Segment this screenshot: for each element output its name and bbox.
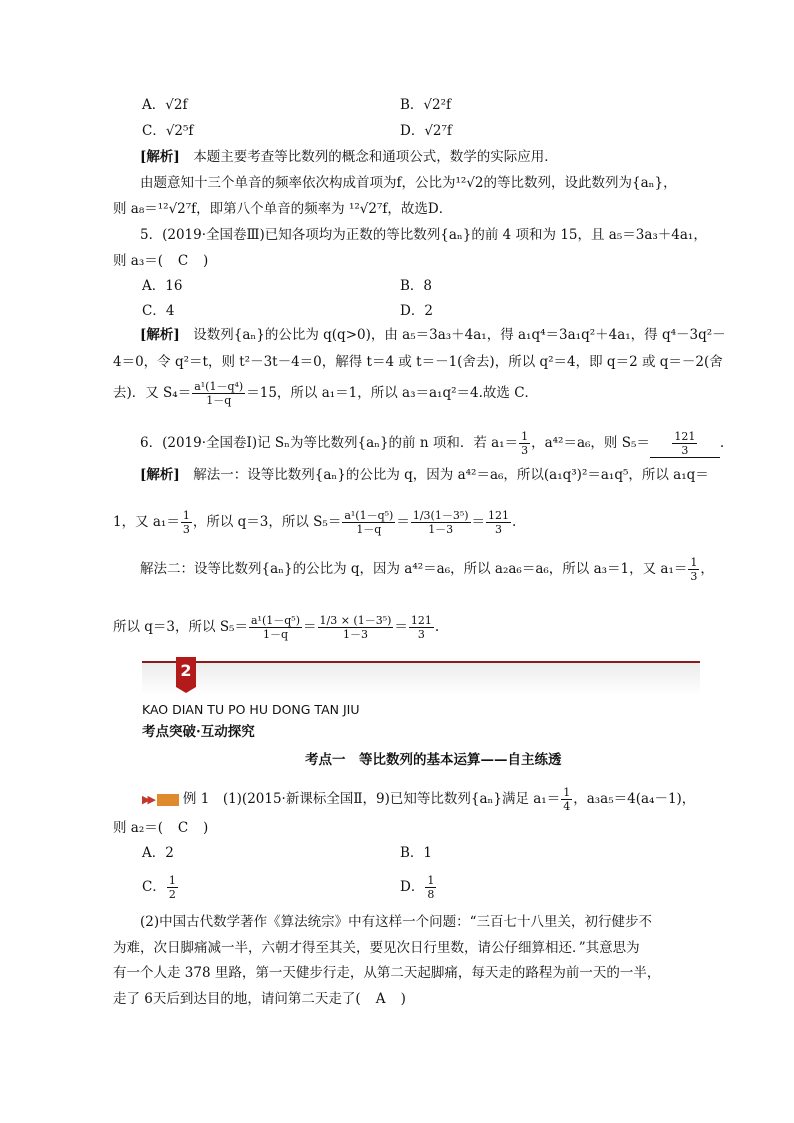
- fraction: [425, 874, 436, 901]
- text: ，所以 q＝3，所以 S₅＝: [192, 514, 342, 530]
- text: .: [719, 435, 725, 451]
- text: ＝15，所以 a₁＝1，所以 a₃＝a₁q²＝4.故选 C．: [246, 385, 539, 401]
- denominator: 3: [417, 628, 425, 641]
- text: C．: [142, 879, 166, 895]
- q5-stem-l2: [113, 251, 208, 271]
- denominator: 3: [182, 523, 190, 536]
- fraction: [192, 380, 245, 407]
- fraction: [342, 509, 395, 536]
- text: 6．(2019·全国卷Ⅰ)记 Sₙ为等比数列{aₙ}的前 n 项和．若 a₁＝: [140, 435, 519, 451]
- text: 则 a₂＝(: [113, 820, 164, 836]
- denominator: 1－3: [342, 628, 368, 641]
- numerator: 121: [410, 614, 432, 627]
- fraction: [409, 614, 434, 641]
- answer: A: [375, 991, 386, 1007]
- denominator: 3: [495, 523, 503, 536]
- fraction: [486, 509, 511, 536]
- ex1-p2-l3: 有一个人走 378 里路，第一天健步行走，从第二天起脚痛，每天走的路程为前一天的一半，: [113, 965, 661, 981]
- q5-option-d: D．2: [400, 303, 433, 319]
- ex1-option-b: B．1: [400, 845, 433, 861]
- stem-close: ): [203, 253, 209, 269]
- option-b: B．√2²f: [400, 97, 452, 113]
- equals: ＝: [396, 514, 410, 530]
- fraction: [688, 556, 699, 583]
- stem-text: 则 a₃＝(: [113, 253, 164, 269]
- denominator: 4: [563, 800, 571, 813]
- option-d: D．√2⁷f: [400, 123, 452, 139]
- numerator: 1/3 × (1－3⁵): [319, 614, 392, 627]
- denominator: 3: [521, 444, 529, 457]
- numerator: 1/3(1－3⁵): [412, 509, 469, 522]
- text: D．: [400, 879, 425, 895]
- text: ): [203, 820, 209, 836]
- analysis-q6-m1-l1: [140, 465, 709, 485]
- analysis-tag: [解析]: [140, 467, 180, 483]
- analysis-tag: [解析]: [140, 327, 180, 343]
- denominator: 3: [690, 570, 698, 583]
- section-pinyin: KAO DIAN TU PO HU DONG TAN JIU: [142, 702, 360, 717]
- text: ，a₃a₅＝4(a₄－1)，: [573, 791, 696, 807]
- option-c: C．√2⁵f: [142, 123, 194, 139]
- text: ，a⁴²＝a₆，则 S₅＝: [531, 435, 650, 451]
- fraction: [181, 509, 192, 536]
- text: ): [400, 991, 406, 1007]
- fraction: [561, 786, 572, 813]
- numerator: a¹(1－q⁴): [194, 380, 244, 393]
- ex1-p2-l2: 为难，次日脚痛减一半，六朝才得至其关，要见次日行里数，请公仔细算相还．”其意思为: [113, 940, 640, 956]
- arrow-icon: ▶▶: [142, 793, 153, 806]
- section-band: [142, 663, 700, 695]
- example-label: 例 1: [182, 791, 210, 807]
- answer: C: [177, 820, 189, 836]
- denominator: 8: [427, 888, 435, 901]
- denominator: 1－3: [428, 523, 454, 536]
- analysis-q6-m1-l2: 1，又 a₁＝ $\frac{1}{3}$ ，所以 q＝3，所以 S₅＝ $\frac{\text{a¹(1－q⁵)}}{1-q}$ ＝ $\frac{\text{1/3(1－3⁵)}}{1-3}$ ＝ $\frac{121}{3}$ .: [113, 509, 517, 536]
- section-badge: 2: [176, 657, 196, 687]
- fraction: [411, 509, 471, 536]
- numerator: 1: [521, 430, 529, 443]
- text: 1，又 a₁＝: [113, 514, 180, 530]
- text: 去)．又 S₄＝: [113, 385, 192, 401]
- numerator: 121: [488, 509, 510, 522]
- answer-blank: [650, 430, 720, 458]
- analysis-text: 本题主要考查等比数列的概念和通项公式，数学的实际应用．: [193, 149, 558, 165]
- ex1-p2-l4: [113, 989, 406, 1009]
- ex1-option-c: [142, 872, 179, 902]
- numerator: a¹(1－q⁵): [344, 509, 394, 522]
- analysis-q6-m2-l1: 解法二：设等比数列{aₙ}的公比为 q，因为 a⁴²＝a₆，所以 a₂a₆＝a₆，所以 a₃＝1，又 a₁＝ $\frac{1}{3}$ ，: [140, 556, 714, 583]
- analysis-q5-l3: [113, 380, 538, 407]
- numerator: 1: [168, 874, 176, 887]
- fraction: [519, 430, 530, 457]
- numerator: 1: [563, 786, 571, 799]
- example-1-l2: [113, 818, 208, 838]
- text: 走了 6天后到达目的地，请问第二天走了(: [113, 991, 361, 1007]
- analysis-text: 解法一：设等比数列{aₙ}的公比为 q，因为 a⁴²＝a₆，所以(a₁q³)²＝a₁q⁵，所以 a₁q＝: [193, 467, 709, 483]
- analysis-text: 设数列{aₙ}的公比为 q(q>0)，由 a₅＝3a₃＋4a₁，得 a₁q⁴＝3a₁q²＋4a₁，得 q⁴－3q²－: [193, 327, 726, 343]
- ex1-p2-l1: (2)中国古代数学著作《算法统宗》中有这样一个问题：“三百七十八里关，初行健步不: [140, 914, 653, 930]
- answer: C: [177, 253, 189, 269]
- section-title: 考点突破·互动探究: [142, 724, 255, 740]
- analysis-q4-l2: 由题意知十三个单音的频率依次构成首项为f，公比为¹²√2的等比数列，设此数列为{aₙ}，: [140, 175, 677, 191]
- numerator: 1: [427, 874, 435, 887]
- topic-heading: 考点一 等比数列的基本运算——自主练透: [305, 752, 562, 768]
- fraction: [167, 874, 178, 901]
- text: 所以 q＝3，所以 S₅＝: [113, 619, 248, 635]
- fraction: [249, 614, 302, 641]
- numerator: 1: [690, 556, 698, 569]
- example-1-stem: [142, 786, 695, 813]
- label-marker-icon: [157, 794, 179, 806]
- answer-fraction: [672, 430, 697, 457]
- q5-option-b: B．8: [400, 278, 433, 294]
- text: 解法二：设等比数列{aₙ}的公比为 q，因为 a⁴²＝a₆，所以 a₂a₆＝a₆，所以 a₃＝1，又 a₁＝: [140, 561, 688, 577]
- text: (1)(2015·新课标全国Ⅱ，9)已知等比数列{aₙ}满足 a₁＝: [222, 791, 561, 807]
- analysis-tag: [解析]: [140, 149, 180, 165]
- numerator: 121: [674, 430, 696, 443]
- denominator: 3: [681, 444, 689, 457]
- ex1-option-a: A．2: [142, 845, 174, 861]
- numerator: 1: [182, 509, 190, 522]
- analysis-q5-l2: 4＝0，令 q²＝t，则 t²－3t－4＝0，解得 t＝4 或 t＝－1(舍去)，所以 q²＝4，即 q＝2 或 q＝－2(舍: [113, 354, 723, 370]
- q6-stem: [140, 430, 724, 458]
- option-a: A．√2f: [142, 97, 188, 113]
- q5-option-c: C．4: [142, 303, 175, 319]
- q5-option-a: A．16: [142, 278, 183, 294]
- denominator: 1－q: [206, 394, 232, 407]
- numerator: a¹(1－q⁵): [250, 614, 300, 627]
- denominator: 1－q: [356, 523, 382, 536]
- denominator: 1－q: [262, 628, 289, 641]
- analysis-q4-l3: 则 a₈＝¹²√2⁷f，即第八个单音的频率为 ¹²√2⁷f，故选D．: [113, 201, 453, 217]
- fraction: [318, 614, 394, 641]
- analysis-q4-l1: [140, 147, 558, 167]
- q5-stem-l1: 5．(2019·全国卷Ⅲ)已知各项均为正数的等比数列{aₙ}的前 4 项和为 15，且 a₅＝3a₃＋4a₁，: [140, 227, 707, 243]
- analysis-q6-m2-l2: 所以 q＝3，所以 S₅＝ $\frac{\text{a¹(1－q⁵)}}{1-q}$ ＝ $\frac{\text{1/3 × (1－3⁵)}}{1-3}$ ＝ $\frac{121}{3}$ .: [113, 614, 440, 641]
- analysis-q5-l1: [140, 325, 726, 345]
- ex1-option-d: [400, 872, 437, 902]
- denominator: 2: [168, 888, 176, 901]
